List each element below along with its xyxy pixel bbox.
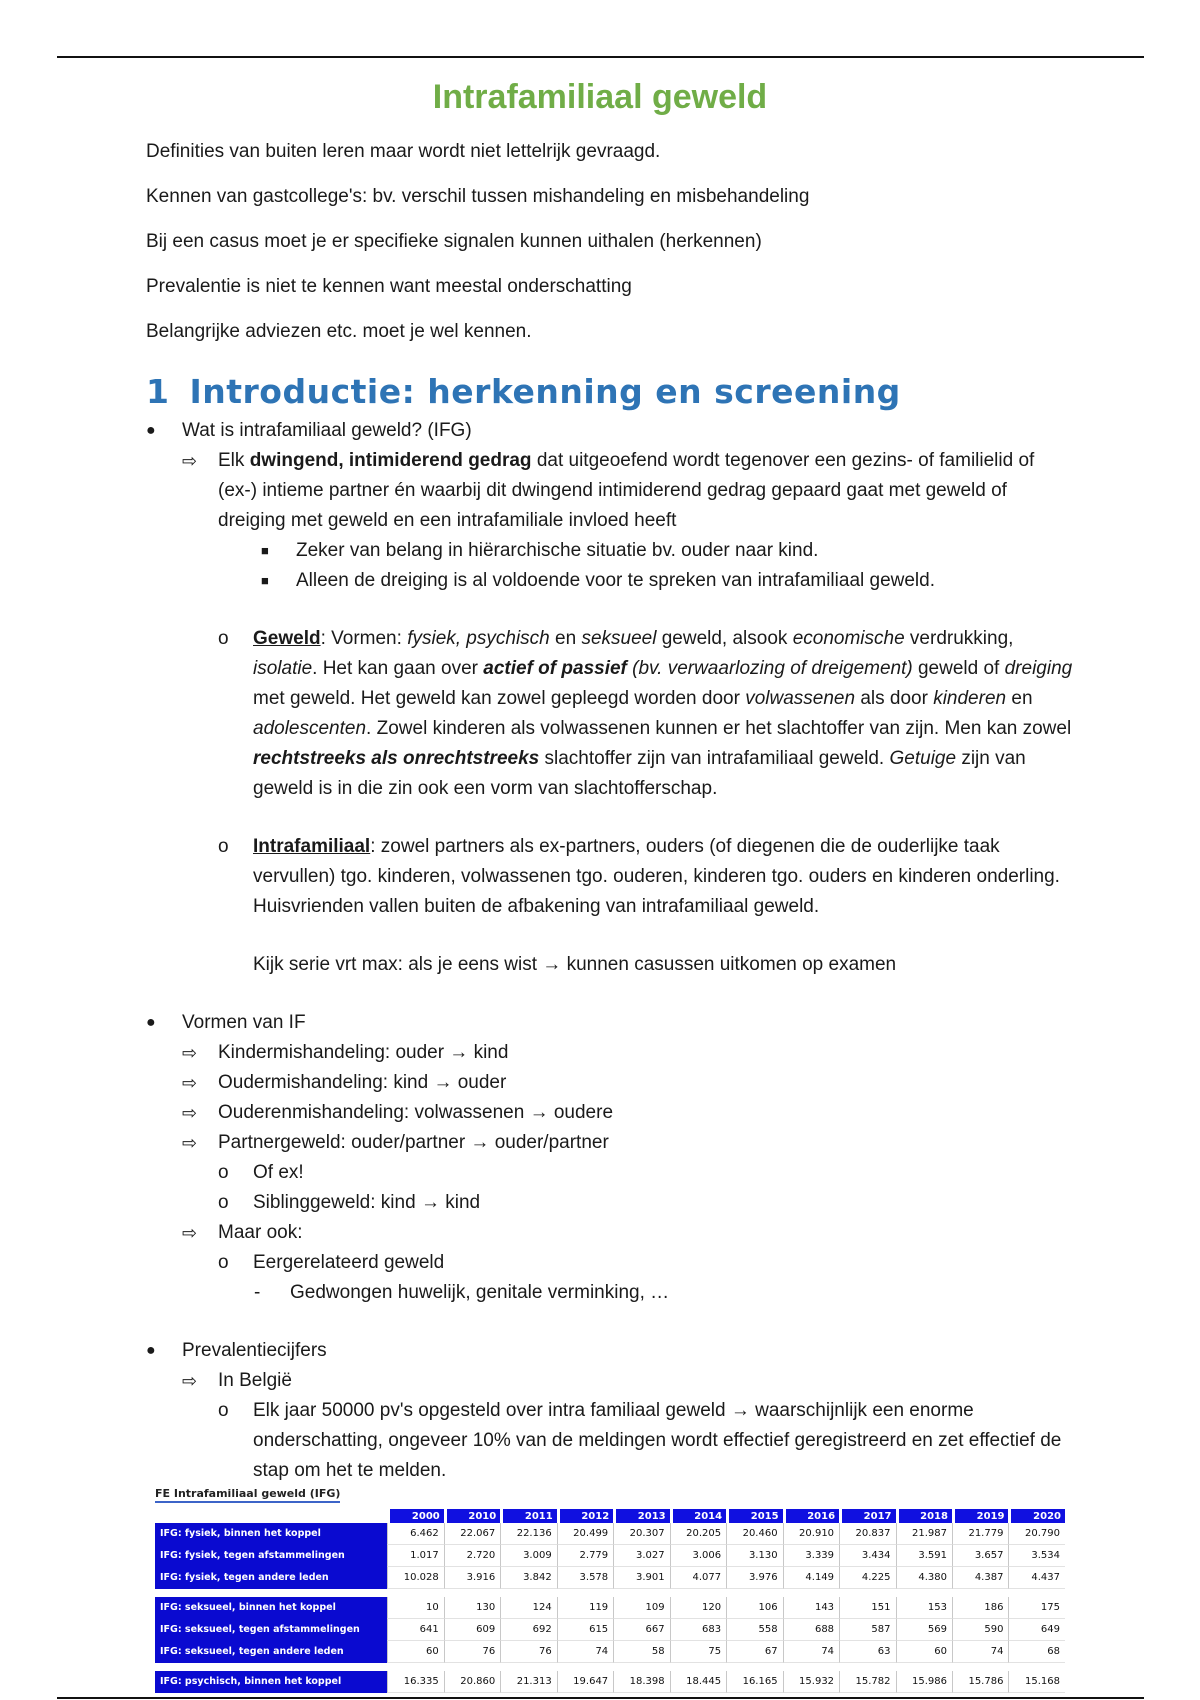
text-run: dat uitgeoefend wordt tegenover een gezins- of familielid of (ex-) intieme partner én waarbij dit dwingend intimiderend gedrag gepaard gaat met geweld of dreiging met geweld en een intrafamiliale invloed heeft <box>218 450 1035 531</box>
table-cell: 3.578 <box>557 1567 613 1589</box>
note-paragraph: Kijk serie vrt max: als je eens wist → kunnen casussen uitkomen op examen <box>253 954 897 975</box>
table-cell: 615 <box>557 1619 613 1641</box>
ifg-table-figure <box>155 1482 1065 1693</box>
header-rule <box>57 56 1144 58</box>
row-label: IFG: seksueel, binnen het koppel <box>155 1597 387 1619</box>
table-cell: 16.165 <box>726 1671 782 1693</box>
list-item <box>0 1128 1200 1158</box>
list-item-text: Zeker van belang in hiërarchische situatie bv. ouder naar kind. <box>296 540 819 561</box>
arrow-icon: ⇨ <box>182 1103 198 1123</box>
list-item-text: Vormen van IF <box>182 1012 306 1033</box>
text-run: seksueel <box>581 628 657 649</box>
arrow-icon: ⇨ <box>182 1133 198 1153</box>
list-item-text: In België <box>218 1370 292 1391</box>
year-header: 2019 <box>952 1509 1008 1523</box>
table-cell: 75 <box>670 1641 726 1663</box>
table-cell: 683 <box>670 1619 726 1641</box>
table-cell: 4.387 <box>952 1567 1008 1589</box>
table-cell: 15.168 <box>1008 1671 1065 1693</box>
year-header: 2016 <box>783 1509 839 1523</box>
circle-bullet-icon: o <box>218 1162 229 1183</box>
text-run: : zowel partners als ex-partners, ouders (of diegenen die de ouderlijke taak vervullen) tgo. kinderen, volwassenen tgo. ouderen, kinderen tgo. ouders en kinderen onderling. Huisvrienden vallen buiten de afbakening van intrafamiliaal geweld. <box>253 836 1060 917</box>
list-item-text: Eergerelateerd geweld <box>253 1252 445 1273</box>
table-cell: 20.307 <box>613 1523 669 1545</box>
text-run: actief of passief <box>483 658 627 679</box>
table-cell: 151 <box>839 1597 895 1619</box>
text-run: geweld of <box>912 658 1005 679</box>
table-cell: 649 <box>1008 1619 1065 1641</box>
table-cell: 175 <box>1008 1597 1065 1619</box>
list-item <box>0 446 1200 536</box>
table-cell: 74 <box>557 1641 613 1663</box>
table-cell: 587 <box>839 1619 895 1641</box>
table-cell: 22.136 <box>500 1523 556 1545</box>
circle-bullet-icon: o <box>218 1252 229 1273</box>
year-header: 2013 <box>613 1509 669 1523</box>
dash-icon: - <box>254 1282 261 1303</box>
list-item-text: Alleen de dreiging is al voldoende voor te spreken van intrafamiliaal geweld. <box>296 570 935 591</box>
table-cell: 15.786 <box>952 1671 1008 1693</box>
list-item-text: Of ex! <box>253 1162 304 1183</box>
year-header: 2011 <box>500 1509 556 1523</box>
table-cell: 58 <box>613 1641 669 1663</box>
table-cell: 22.067 <box>444 1523 500 1545</box>
square-bullet-icon: ■ <box>261 543 269 558</box>
text-run: . Het kan gaan over <box>312 658 484 679</box>
definition-text <box>218 446 1038 536</box>
arrow-icon: ⇨ <box>182 1371 198 1391</box>
table-cell: 109 <box>613 1597 669 1619</box>
list-item <box>0 416 1200 446</box>
table-cell: 2.779 <box>557 1545 613 1567</box>
table-cell: 3.976 <box>726 1567 782 1589</box>
table-cell: 60 <box>896 1641 952 1663</box>
document-title: Intrafamiliaal geweld <box>432 78 768 116</box>
table-cell: 3.009 <box>500 1545 556 1567</box>
table-row <box>155 1671 1065 1693</box>
list-item <box>0 566 1200 596</box>
table-cell: 76 <box>500 1641 556 1663</box>
table-cell: 3.591 <box>896 1545 952 1567</box>
table-cell: 6.462 <box>387 1523 443 1545</box>
year-header: 2010 <box>444 1509 500 1523</box>
table-row <box>155 1567 1065 1589</box>
list-item-text: Oudermishandeling: kind → ouder <box>218 1072 507 1093</box>
list-item <box>0 1248 1200 1278</box>
intro-paragraph: Prevalentie is niet te kennen want meestal onderschatting <box>146 276 632 297</box>
table-cell: 20.860 <box>444 1671 500 1693</box>
table-cell: 3.901 <box>613 1567 669 1589</box>
list-item <box>0 536 1200 566</box>
row-label: IFG: psychisch, binnen het koppel <box>155 1671 387 1693</box>
table-cell: 18.445 <box>670 1671 726 1693</box>
table-cell: 21.987 <box>896 1523 952 1545</box>
table-cell: 120 <box>670 1597 726 1619</box>
circle-bullet-icon: o <box>218 628 229 649</box>
intrafamiliaal-paragraph <box>253 832 1073 922</box>
year-header: 2000 <box>387 1509 443 1523</box>
text-run: met geweld. Het geweld kan zowel gepleegd worden door <box>253 688 746 709</box>
table-cell: 21.779 <box>952 1523 1008 1545</box>
table-cell: 1.017 <box>387 1545 443 1567</box>
arrow-icon: ⇨ <box>182 1223 198 1243</box>
geweld-paragraph <box>253 624 1073 804</box>
text-run: : Vormen: <box>320 628 408 649</box>
list-item-text: Maar ook: <box>218 1222 303 1243</box>
text-run: dreiging <box>1004 658 1073 679</box>
text-run: als door <box>855 688 934 709</box>
year-header: 2015 <box>726 1509 782 1523</box>
year-header: 2014 <box>670 1509 726 1523</box>
text-run: en <box>549 628 582 649</box>
table-cell: 15.932 <box>783 1671 839 1693</box>
circle-bullet-icon: o <box>218 836 229 857</box>
table-cell: 20.205 <box>670 1523 726 1545</box>
table-cell: 63 <box>839 1641 895 1663</box>
table-cell: 590 <box>952 1619 1008 1641</box>
list-item-text: Siblinggeweld: kind → kind <box>253 1192 481 1213</box>
table-cell: 20.790 <box>1008 1523 1065 1545</box>
text-run: (bv. verwaarlozing of dreigement) <box>626 658 913 679</box>
text-run: . Zowel kinderen als volwassenen kunnen er het slachtoffer van zijn. Men kan zowel <box>366 718 1072 739</box>
text-run: fysiek, psychisch <box>407 628 550 649</box>
list-item-text: Kindermishandeling: ouder → kind <box>218 1042 509 1063</box>
row-label: IFG: fysiek, tegen afstammelingen <box>155 1545 387 1567</box>
table-cell: 68 <box>1008 1641 1065 1663</box>
table-cell: 4.077 <box>670 1567 726 1589</box>
table-cell: 20.837 <box>839 1523 895 1545</box>
term-label: Geweld <box>253 628 321 649</box>
table-cell: 18.398 <box>613 1671 669 1693</box>
list-item <box>0 1366 1200 1396</box>
list-item <box>0 1396 1200 1486</box>
table-cell: 143 <box>783 1597 839 1619</box>
table-cell: 119 <box>557 1597 613 1619</box>
row-label: IFG: fysiek, tegen andere leden <box>155 1567 387 1589</box>
table-cell: 3.534 <box>1008 1545 1065 1567</box>
text-run: volwassenen <box>745 688 856 709</box>
table-cell: 130 <box>444 1597 500 1619</box>
row-label: IFG: fysiek, binnen het koppel <box>155 1523 387 1545</box>
arrow-icon: ⇨ <box>182 1043 198 1063</box>
circle-bullet-icon: o <box>218 1400 229 1421</box>
table-cell: 667 <box>613 1619 669 1641</box>
term-label: Intrafamiliaal <box>253 836 371 857</box>
list-item-text: Partnergeweld: ouder/partner → ouder/partner <box>218 1132 609 1153</box>
text-run: Getuige <box>889 748 957 769</box>
list-item <box>0 1278 1200 1308</box>
ifg-table <box>155 1509 1065 1693</box>
table-cell: 10.028 <box>387 1567 443 1589</box>
intro-paragraph: Belangrijke adviezen etc. moet je wel kennen. <box>146 321 532 342</box>
row-label: IFG: seksueel, tegen afstammelingen <box>155 1619 387 1641</box>
table-cell: 74 <box>952 1641 1008 1663</box>
table-cell: 67 <box>726 1641 782 1663</box>
text-run: zijn van geweld is in die zin ook een vorm van slachtofferschap. <box>253 748 1026 799</box>
table-cell: 106 <box>726 1597 782 1619</box>
square-bullet-icon: ■ <box>261 573 269 588</box>
table-cell: 3.027 <box>613 1545 669 1567</box>
list-item <box>0 832 1200 922</box>
list-item-text: Elk jaar 50000 pv's opgesteld over intra familiaal geweld → waarschijnlijk een enorme onderschatting, ongeveer 10% van de meldingen wordt effectief geregistreerd en zet effectief de stap om het te melden. <box>253 1400 1062 1481</box>
list-item <box>0 1098 1200 1128</box>
table-cell: 3.339 <box>783 1545 839 1567</box>
table-row <box>155 1545 1065 1567</box>
table-row <box>155 1523 1065 1545</box>
table-cell: 641 <box>387 1619 443 1641</box>
text-run: en <box>1006 688 1033 709</box>
intro-paragraph: Bij een casus moet je er specifieke signalen kunnen uithalen (herkennen) <box>146 231 762 252</box>
table-cell: 609 <box>444 1619 500 1641</box>
intro-paragraphs <box>146 140 1126 365</box>
table-cell: 3.842 <box>500 1567 556 1589</box>
list-item-text: Wat is intrafamiliaal geweld? (IFG) <box>182 420 472 441</box>
bullet-icon: ● <box>146 422 156 439</box>
table-cell: 692 <box>500 1619 556 1641</box>
text-run: adolescenten <box>253 718 367 739</box>
list-item <box>0 1038 1200 1068</box>
table-cell: 74 <box>783 1641 839 1663</box>
table-cell: 569 <box>896 1619 952 1641</box>
table-cell: 10 <box>387 1597 443 1619</box>
table-cell: 688 <box>783 1619 839 1641</box>
table-cell: 3.434 <box>839 1545 895 1567</box>
list-item-text: Gedwongen huwelijk, genitale verminking, … <box>290 1282 670 1303</box>
table-corner <box>155 1509 387 1523</box>
text-run: economische <box>792 628 905 649</box>
table-row <box>155 1641 1065 1663</box>
text-run: rechtstreeks als onrechtstreeks <box>253 748 540 769</box>
section-heading <box>146 372 901 411</box>
table-cell: 21.313 <box>500 1671 556 1693</box>
table-cell: 558 <box>726 1619 782 1641</box>
table-cell: 20.910 <box>783 1523 839 1545</box>
table-cell: 76 <box>444 1641 500 1663</box>
table-cell: 60 <box>387 1641 443 1663</box>
text-run: slachtoffer zijn van intrafamiliaal geweld. <box>539 748 890 769</box>
year-header: 2012 <box>557 1509 613 1523</box>
list-item-text: Ouderenmishandeling: volwassenen → oudere <box>218 1102 614 1123</box>
table-cell: 124 <box>500 1597 556 1619</box>
table-cell: 2.720 <box>444 1545 500 1567</box>
section-title: Introductie: herkenning en screening <box>189 372 901 411</box>
table-cell: 20.499 <box>557 1523 613 1545</box>
table-cell: 20.460 <box>726 1523 782 1545</box>
table-cell: 3.006 <box>670 1545 726 1567</box>
bullet-icon: ● <box>146 1014 156 1031</box>
table-cell: 4.149 <box>783 1567 839 1589</box>
section-number: 1 <box>146 372 170 411</box>
list-item-text: Prevalentiecijfers <box>182 1340 327 1361</box>
arrow-icon: ⇨ <box>182 1073 198 1093</box>
list-item <box>0 624 1200 804</box>
table-title: FE Intrafamiliaal geweld (IFG) <box>155 1487 340 1503</box>
arrow-icon: ⇨ <box>182 451 198 471</box>
list-item <box>0 1158 1200 1188</box>
list-item <box>0 1068 1200 1098</box>
table-cell: 16.335 <box>387 1671 443 1693</box>
list-item <box>0 1008 1200 1038</box>
intro-paragraph: Kennen van gastcollege's: bv. verschil tussen mishandeling en misbehandeling <box>146 186 810 207</box>
year-header: 2018 <box>896 1509 952 1523</box>
year-header: 2017 <box>839 1509 895 1523</box>
table-cell: 3.657 <box>952 1545 1008 1567</box>
footer-rule <box>57 1697 1144 1699</box>
text-run-bold: dwingend, intimiderend gedrag <box>249 450 532 471</box>
table-cell: 186 <box>952 1597 1008 1619</box>
text-run: kinderen <box>933 688 1007 709</box>
table-row <box>155 1597 1065 1619</box>
text-run: geweld, alsook <box>656 628 793 649</box>
row-label: IFG: seksueel, tegen andere leden <box>155 1641 387 1663</box>
table-cell: 153 <box>896 1597 952 1619</box>
table-row <box>155 1619 1065 1641</box>
section-body <box>0 416 1200 1486</box>
table-cell: 15.986 <box>896 1671 952 1693</box>
intro-paragraph: Definities van buiten leren maar wordt niet lettelrijk gevraagd. <box>146 141 661 162</box>
circle-bullet-icon: o <box>218 1192 229 1213</box>
table-cell: 3.130 <box>726 1545 782 1567</box>
list-item <box>0 1218 1200 1248</box>
year-header: 2020 <box>1008 1509 1065 1523</box>
table-cell: 4.380 <box>896 1567 952 1589</box>
table-cell: 4.437 <box>1008 1567 1065 1589</box>
bullet-icon: ● <box>146 1342 156 1359</box>
table-cell: 4.225 <box>839 1567 895 1589</box>
list-item <box>0 1336 1200 1366</box>
text-run: Elk <box>218 450 250 471</box>
table-cell: 19.647 <box>557 1671 613 1693</box>
text-run: isolatie <box>253 658 313 679</box>
table-cell: 15.782 <box>839 1671 895 1693</box>
list-item <box>0 1188 1200 1218</box>
text-run: verdrukking, <box>904 628 1014 649</box>
table-cell: 3.916 <box>444 1567 500 1589</box>
